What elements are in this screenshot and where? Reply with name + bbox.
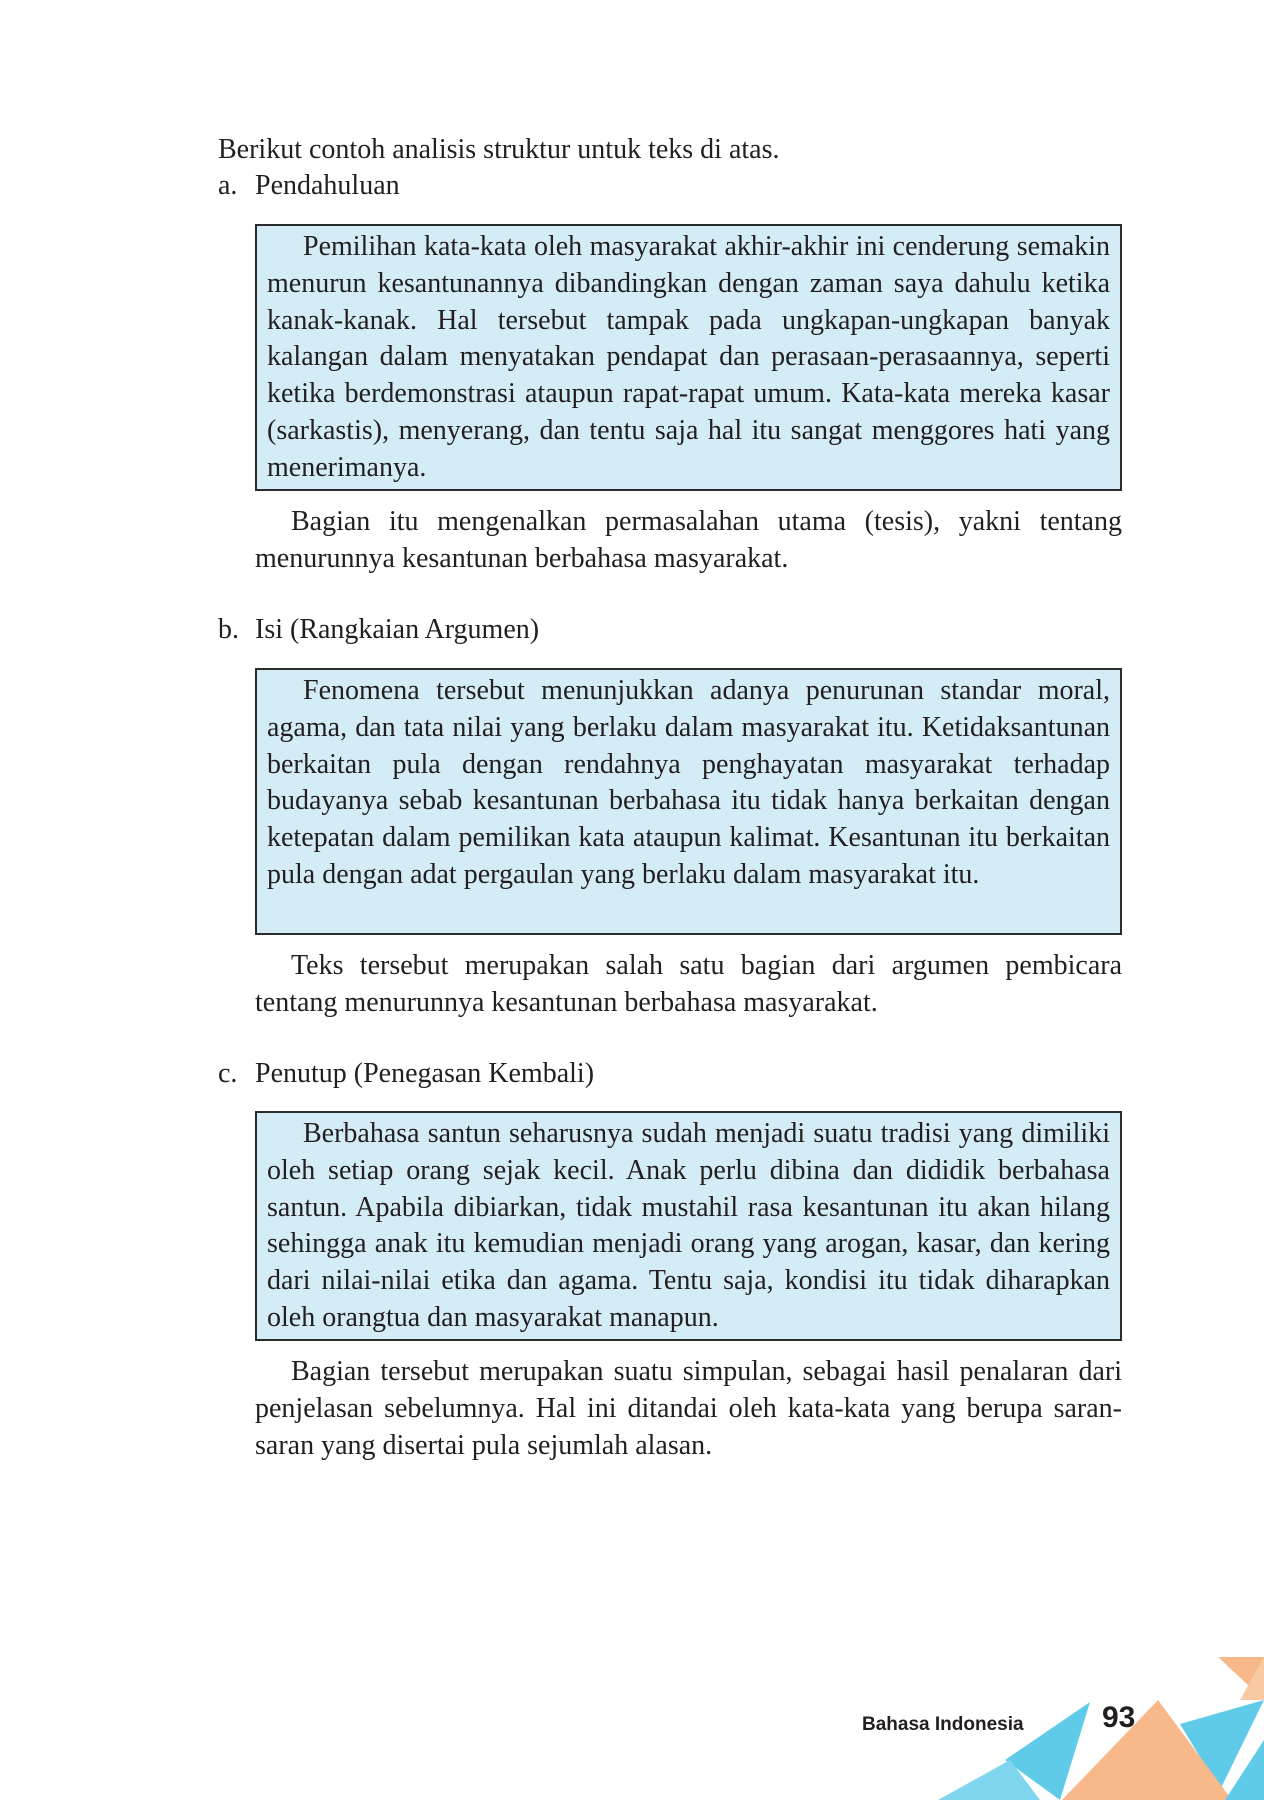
- section-c-explanation: Bagian tersebut merupakan suatu simpulan, sebagai hasil penalaran dari penjelasan sebelumnya. Hal ini ditandai oleh kata-kata yang berupa saran-saran yang disertai pula sejumlah alasan.: [255, 1356, 1122, 1461]
- section-a-letter: a.: [218, 170, 238, 201]
- intro-sentence: Berikut contoh analisis struktur untuk teks di atas.: [218, 134, 780, 165]
- section-c-quote-box: Berbahasa santun seharusnya sudah menjadi suatu tradisi yang dimiliki oleh setiap orang sejak kecil. Anak perlu dibina dan dididik berbahasa santun. Apabila dibiarkan, tidak mustahil rasa kesantunan itu akan hilang sehingga anak itu kemudian menjadi orang yang arogan, kasar, dan kering dari nilai-nilai etika dan agama. Tentu saja, kondisi itu tidak diharapkan oleh orangtua dan masyarakat manapun.: [255, 1111, 1122, 1341]
- section-b-title: Isi (Rangkaian Argumen): [255, 614, 540, 645]
- section-c-letter: c.: [218, 1058, 238, 1089]
- section-a-quote-box: Pemilihan kata-kata oleh masyarakat akhir-akhir ini cenderung semakin menurun kesantunannya dibandingkan dengan zaman saya dahulu ketika kanak-kanak. Hal tersebut tampak pada ungkapan-ungkapan banyak kalangan dalam menyatakan pendapat dan perasaan-perasaannya, seperti ketika berdemonstrasi ataupun rapat-rapat umum. Kata-kata mereka kasar (sarkastis), menyerang, dan tentu saja hal itu sangat menggores hati yang menerimanya.: [255, 224, 1122, 491]
- footer-book-title: Bahasa Indonesia: [862, 1714, 1024, 1735]
- section-a-title: Pendahuluan: [255, 170, 400, 201]
- section-b-letter: b.: [218, 614, 239, 645]
- section-a-explanation: Bagian itu mengenalkan permasalahan utama (tesis), yakni tentang menurunnya kesantunan berbahasa masyarakat.: [255, 506, 1122, 574]
- section-b-quote-box: Fenomena tersebut menunjukkan adanya penurunan standar moral, agama, dan tata nilai yang berlaku dalam masyarakat itu. Ketidaksantunan berkaitan pula dengan rendahnya penghayatan masyarakat terhadap budayanya sebab kesantunan berbahasa itu tidak hanya berkaitan dengan ketepatan dalam pemilikan kata ataupun kalimat. Kesantunan itu berkaitan pula dengan adat pergaulan yang berlaku dalam masyarakat itu.: [255, 668, 1122, 935]
- section-c-title: Penutup (Penegasan Kembali): [255, 1058, 595, 1089]
- page-number: 93: [1102, 1701, 1136, 1734]
- section-b-explanation: Teks tersebut merupakan salah satu bagian dari argumen pembicara tentang menurunnya kesantunan berbahasa masyarakat.: [255, 950, 1122, 1018]
